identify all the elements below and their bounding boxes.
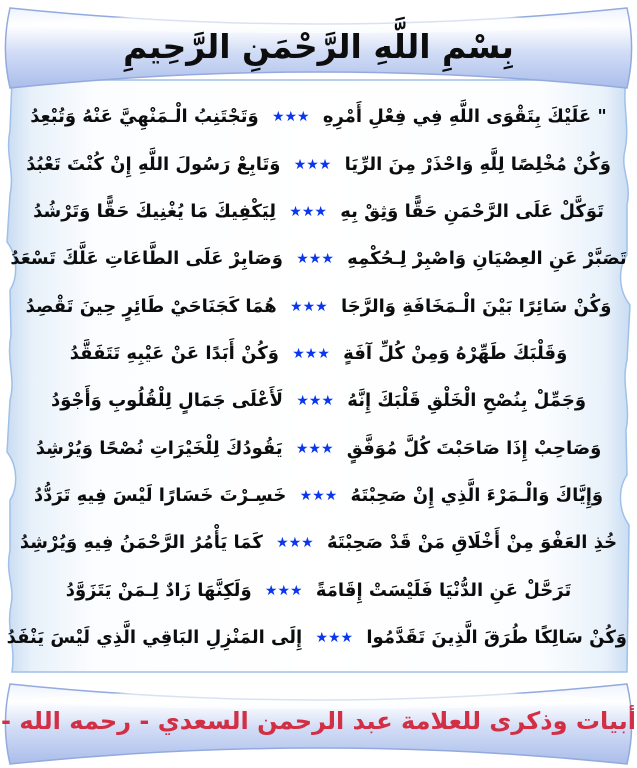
hemistich-first: وَقَلْبَكَ طَهِّرْهُ وَمِنْ كُلِّ آفَةٍ — [343, 343, 568, 365]
hemistich-first: خُذِ العَفْوَ مِنْ أَخْلَاقِ مَنْ قَدْ صَحِبْتَهُ — [327, 532, 618, 554]
verse-line — [10, 532, 627, 555]
hemistich-second: يَقُودُكَ لِلْخَيْرَاتِ نُصْحًا وَيُرْشِدُ — [35, 437, 283, 459]
poem-body — [6, 94, 627, 662]
hemistich-first: وَكُنْ مُخْلِصًا لِلَّهِ وَاحْذَرْ مِنَ الرِّيَا — [344, 153, 611, 175]
star-separator-icon: ★★★ — [299, 488, 338, 505]
hemistich-second: لَأَعْلَى جَمَالٍ لِلْقُلُوبِ وَأَجْوَدُ — [50, 390, 284, 412]
hemistich-second: وَتَابِعْ رَسُولَ اللَّهِ إِنْ كُنْتَ تَعْبُدُ — [26, 153, 281, 175]
verse-line — [10, 485, 627, 508]
star-separator-icon: ★★★ — [264, 582, 303, 599]
star-separator-icon: ★★★ — [296, 251, 334, 268]
verse-line — [6, 627, 627, 650]
verse-line — [10, 580, 627, 603]
hemistich-second: وَصَابِرْ عَلَى الطَّاعَاتِ عَلَّكَ تَسْعَدُ — [10, 248, 283, 270]
hemistich-first: وَكُنْ سَالِكًا طُرَقَ الَّذِينَ تَقَدَّمُوا — [366, 627, 627, 649]
verse-line — [10, 154, 627, 177]
verse-line — [10, 248, 627, 271]
star-separator-icon: ★★★ — [271, 109, 310, 126]
hemistich-first: تَوَكَّلْ عَلَى الرَّحْمَنِ حَقًّا وَثِقْ بِهِ — [340, 201, 604, 223]
verse-line — [10, 390, 627, 413]
star-separator-icon: ★★★ — [296, 393, 335, 410]
star-separator-icon: ★★★ — [295, 440, 334, 457]
hemistich-second: كَمَا يَأْمُرُ الرَّحْمَنُ فِيهِ وَيُرْشِدُ — [19, 532, 263, 554]
verse-line — [10, 296, 627, 319]
star-separator-icon: ★★★ — [293, 156, 332, 173]
star-separator-icon: ★★★ — [290, 298, 328, 315]
hemistich-first: تَرَحَّلْ عَنِ الدُّنْيَا فَلَيْسَتْ إِقَامَةً — [315, 579, 572, 601]
star-separator-icon: ★★★ — [276, 535, 314, 552]
attribution-text: أبيات وذكرى للعلامة عبد الرحمن السعدي - رحمه الله - — [1, 707, 637, 735]
star-separator-icon: ★★★ — [292, 346, 330, 363]
bismillah-calligraphy: بِسْمِ اللَّهِ الرَّحْمَنِ الرَّحِيمِ — [123, 26, 514, 66]
verse-line — [10, 106, 627, 129]
hemistich-second: خَسِـرْتَ خَسَارًا لَيْسَ فِيهِ تَرَدُّدُ — [33, 485, 287, 507]
hemistich-first: وَإِيَّاكَ وَالْـمَرْءَ الَّذِي إِنْ صَحِبْتَهُ — [350, 485, 604, 507]
verse-line — [10, 201, 627, 224]
hemistich-second: وَكُنْ أَبَدًا عَنْ عَيْبِهِ تَتَفَقَّدُ — [69, 343, 279, 365]
hemistich-second: وَتَجْتَنِبُ الْـمَنْهِيَّ عَنْهُ وَتُبْعِدُ — [30, 106, 259, 128]
star-separator-icon: ★★★ — [315, 630, 354, 647]
verse-line — [10, 438, 627, 461]
verse-line — [10, 343, 627, 366]
hemistich-first: وَكُنْ سَائِرًا بَيْنَ الْـمَخَافَةِ وَالرَّجَا — [340, 295, 612, 317]
star-separator-icon: ★★★ — [289, 204, 327, 221]
hemistich-first: " عَلَيْكَ بِتَقْوَى اللَّهِ فِي فِعْلِ أَمْرِهِ — [322, 106, 607, 128]
hemistich-second: وَلَكِنَّهَا زَادٌ لِـمَنْ يَتَزَوَّدُ — [65, 579, 252, 601]
hemistich-second: لِيَكْفِيكَ مَا يُغْنِيكَ حَقًّا وَتَرْشُدُ — [33, 201, 277, 223]
hemistich-first: وَجَمِّلْ بِنُصْحِ الْخَلْقِ قَلْبَكَ إِنَّهُ — [347, 390, 587, 412]
hemistich-second: هُمَا كَجَنَاحَيْ طَائِرٍ حِينَ تَقْصِدُ — [25, 295, 277, 317]
hemistich-first: وَصَاحِبْ إِذَا صَاحَبْتَ كُلَّ مُوَفَّقٍ — [346, 437, 602, 459]
hemistich-second: إِلَى المَنْزِلِ البَاقِي الَّذِي لَيْسَ يَنْفَدُ — [6, 627, 303, 649]
hemistich-first: تَصَبَّرْ عَنِ العِصْيَانِ وَاصْبِرْ لِـحُكْمِهِ — [347, 248, 627, 270]
